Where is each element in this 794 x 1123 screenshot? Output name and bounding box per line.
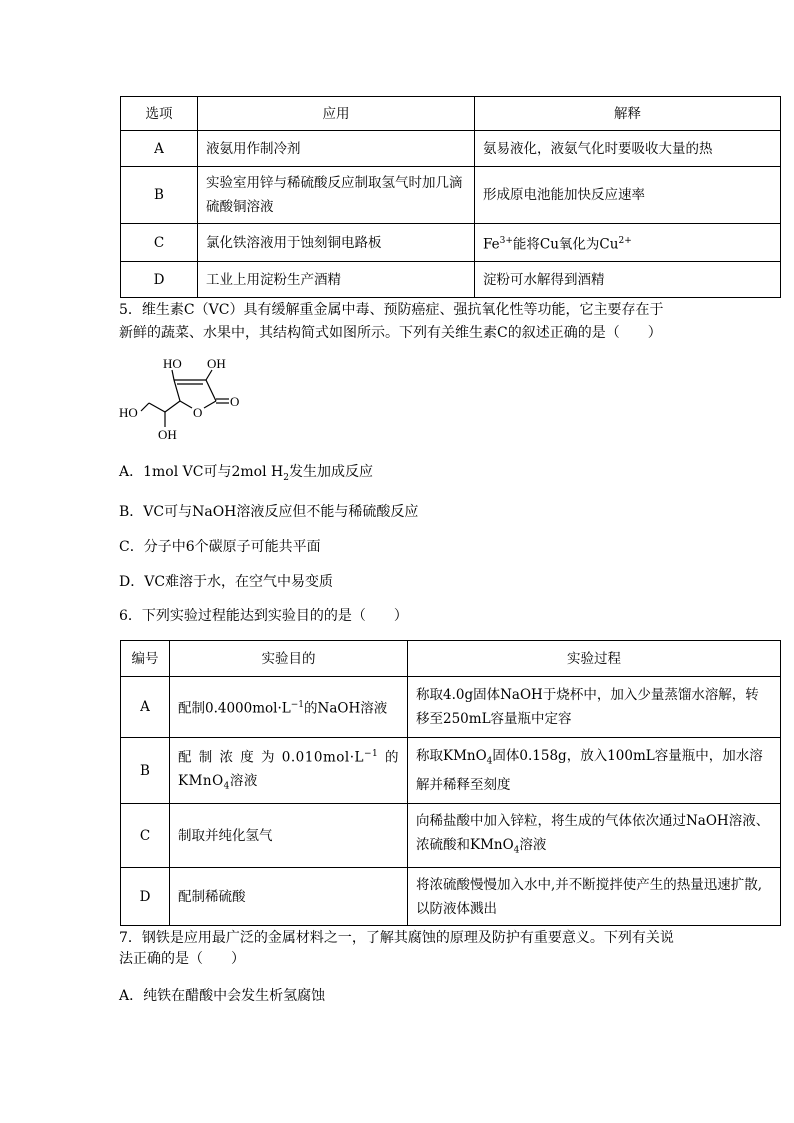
table-row: [121, 224, 781, 262]
goal-cell: [170, 677, 408, 738]
header-explanation: 解释: [475, 97, 781, 131]
id-cell: C: [121, 804, 170, 868]
id-cell: D: [121, 868, 170, 926]
procedure-cell: [408, 738, 781, 804]
table-row: [121, 677, 781, 738]
option-text: A．1mol VC可与2mol H: [119, 464, 284, 480]
subscript: 4: [486, 756, 493, 767]
table-experiments: [120, 640, 781, 926]
table-row: [121, 262, 781, 298]
q7-stem-line1: 7．钢铁是应用最广泛的金属材料之一，了解其腐蚀的原理及防护有重要意义。下列有关说: [119, 930, 674, 946]
oh-label: OH: [207, 356, 226, 371]
procedure-text: 溶液: [519, 836, 547, 853]
explanation-cell: 氨易液化，液氨气化时要吸收大量的热: [475, 131, 781, 167]
header-option: 选项: [121, 97, 198, 131]
superscript: −1: [363, 748, 379, 759]
subscript: 4: [513, 845, 520, 856]
goal-text: 溶液: [229, 773, 258, 790]
goal-cell: [170, 738, 408, 804]
header-id: 编号: [121, 641, 170, 677]
goal-text: 配制浓度为0.010mol·L: [178, 749, 364, 766]
table-applications: [120, 96, 781, 298]
header-procedure: 实验过程: [408, 641, 781, 677]
ho-label: HO: [163, 356, 182, 371]
fe-text: Fe: [483, 236, 500, 253]
header-application: 应用: [198, 97, 475, 131]
table-row: [121, 804, 781, 868]
vitamin-c-structure: [119, 355, 249, 445]
explanation-cell: [475, 224, 781, 262]
application-cell: 实验室用锌与稀硫酸反应制取氢气时加几滴硫酸铜溶液: [198, 167, 475, 224]
goal-text: 的NaOH溶液: [304, 700, 388, 717]
table-header-row: [121, 97, 781, 131]
q6-stem: 6．下列实验过程能达到实验目的的是（ ）: [119, 608, 408, 624]
oh-label: OH: [158, 427, 177, 442]
q5-option-a: [119, 461, 373, 483]
table-row: [121, 131, 781, 167]
application-cell: 工业上用淀粉生产酒精: [198, 262, 475, 298]
subscript: 2: [283, 472, 289, 483]
explanation-cell: 形成原电池能加快反应速率: [475, 167, 781, 224]
goal-cell: 制取并纯化氢气: [170, 804, 408, 868]
explanation-text: 能将Cu氧化为Cu: [512, 236, 619, 253]
procedure-cell: 将浓硫酸慢慢加入水中,并不断搅拌使产生的热量迅速扩散,以防液体溅出: [408, 868, 781, 926]
q5-stem-line1: 5．维生素C（VC）具有缓解重金属中毒、预防癌症、强抗氧化性等功能，它主要存在于: [119, 302, 664, 318]
procedure-text: 向稀盐酸中加入锌粒，将生成的气体依次通过NaOH溶液、浓硫酸和KMnO: [416, 812, 770, 853]
procedure-text: 固体0.158g，放入100mL容量瓶中，加水溶解并稀释至刻度: [416, 747, 763, 794]
carbonyl-oxygen-label: O: [230, 394, 240, 409]
charge-sup: 2+: [618, 235, 632, 246]
table-row: [121, 738, 781, 804]
application-cell: 液氨用作制冷剂: [198, 131, 475, 167]
charge-sup: 3+: [499, 235, 513, 246]
ho-label: HO: [119, 405, 138, 420]
goal-text: 配制0.4000mol·L: [178, 700, 291, 717]
q7-option-a: A．纯铁在醋酸中会发生析氢腐蚀: [119, 988, 326, 1004]
id-cell: A: [121, 677, 170, 738]
table-row: [121, 868, 781, 926]
q5-stem-line2: 新鲜的蔬菜、水果中，其结构简式如图所示。下列有关维生素C的叙述正确的是（ ）: [119, 325, 662, 341]
goal-cell: 配制稀硫酸: [170, 868, 408, 926]
ring-oxygen-label: O: [193, 405, 203, 420]
q5-option-c: C．分子中6个碳原子可能共平面: [119, 539, 321, 555]
procedure-text: 称取KMnO: [416, 747, 487, 764]
header-goal: 实验目的: [170, 641, 408, 677]
goal-text: 的KMnO: [178, 749, 399, 790]
application-cell: 氯化铁溶液用于蚀刻铜电路板: [198, 224, 475, 262]
option-text: 发生加成反应: [288, 464, 373, 480]
q5-option-d: D．VC难溶于水，在空气中易变质: [119, 574, 334, 590]
option-cell: D: [121, 262, 198, 298]
procedure-cell: 称取4.0g固体NaOH于烧杯中，加入少量蒸馏水溶解，转移至250mL容量瓶中定容: [408, 677, 781, 738]
id-cell: B: [121, 738, 170, 804]
option-cell: A: [121, 131, 198, 167]
procedure-cell: [408, 804, 781, 868]
subscript: 4: [223, 782, 230, 793]
table-row: [121, 167, 781, 224]
q5-option-b: B．VC可与NaOH溶液反应但不能与稀硫酸反应: [119, 504, 419, 520]
superscript: −1: [290, 700, 305, 711]
q7-stem-line2: 法正确的是（ ）: [119, 951, 245, 967]
table-header-row: [121, 641, 781, 677]
explanation-cell: 淀粉可水解得到酒精: [475, 262, 781, 298]
option-cell: C: [121, 224, 198, 262]
option-cell: B: [121, 167, 198, 224]
